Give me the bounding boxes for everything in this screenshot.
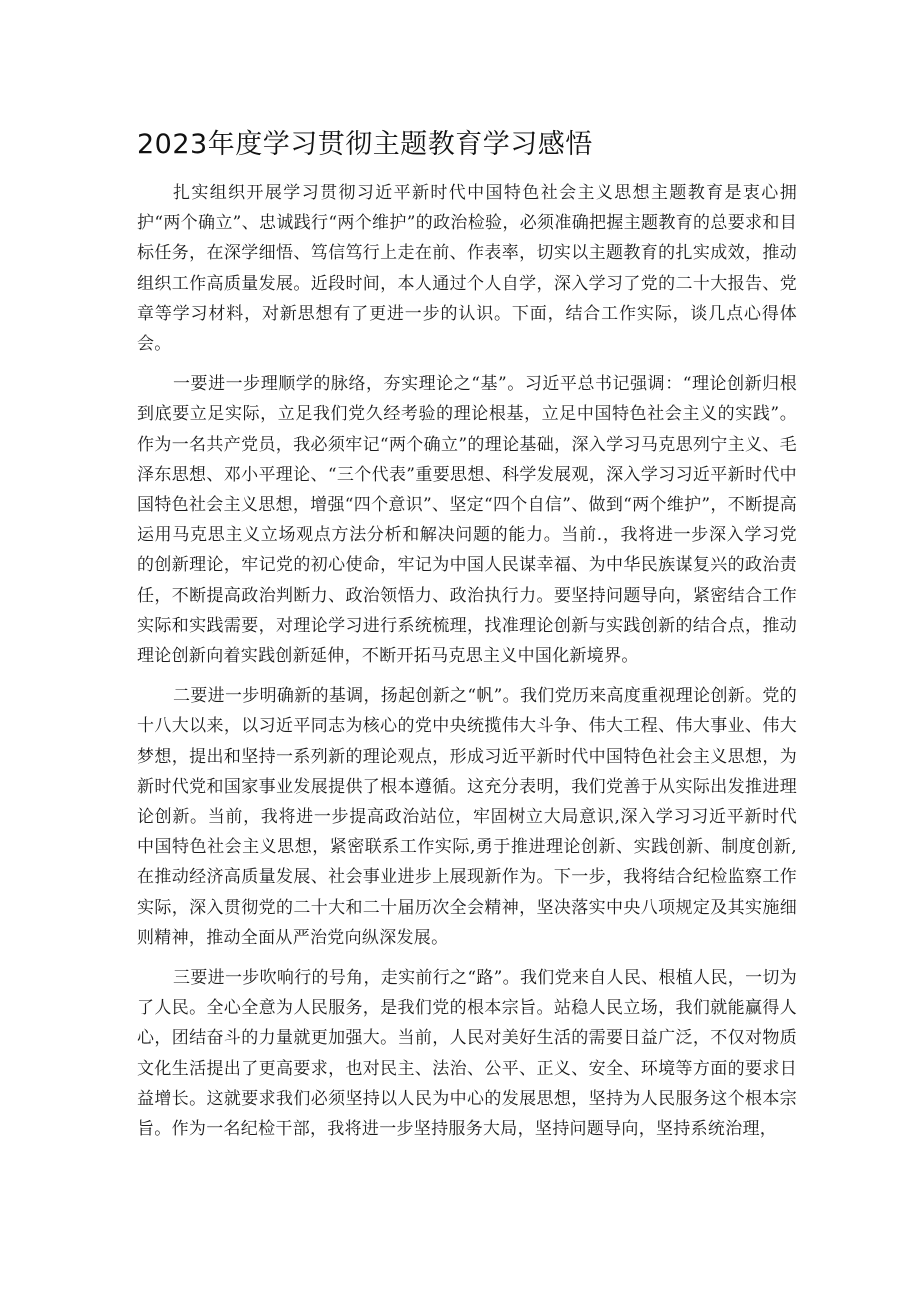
paragraph-point-one: 一要进一步理顺学的脉络，夯实理论之“基”。习近平总书记强调：“理论创新归根到底要立足实际，立足我们党久经考验的理论根基，立足中国特色社会主义的实践”。作为一名共产党员，我必须牢记“两个确立”的理论基础，深入学习马克思列宁主义、毛泽东思想、邓小平理论、“三个代表”重要思想、科学发展观，深入学习习近平新时代中国特色社会主义思想，增强“四个意识”、坚定“四个自信”、做到“两个维护”，不断提高运用马克思主义立场观点方法分析和解决问题的能力。当前.，我将进一步深入学习党的创新理论，牢记党的初心使命，牢记为中国人民谋幸福、为中华民族谋复兴的政治责任，不断提高政治判断力、政治领悟力、政治执行力。要坚持问题导向，紧密结合工作实际和实践需要，对理论学习进行系统梳理，找准理论创新与实践创新的结合点，推动理论创新向着实践创新延伸，不断开拓马克思主义中国化新境界。: [137, 374, 797, 667]
document-title: 2023年度学习贯彻主题教育学习感悟: [137, 129, 593, 160]
paragraph-point-three: 三要进一步吹响行的号角，走实前行之“路”。我们党来自人民、根植人民，一切为了人民。全心全意为人民服务，是我们党的根本宗旨。站稳人民立场，我们就能赢得人心，团结奋斗的力量就更加强大。当前，人民对美好生活的需要日益广泛，不仅对物质文化生活提出了更高要求，也对民主、法治、公平、正义、安全、环境等方面的要求日益增长。这就要求我们必须坚持以人民为中心的发展思想，坚持为人民服务这个根本宗旨。作为一名纪检干部，我将进一步坚持服务大局，坚持问题导向，坚持系统治理，: [137, 968, 797, 1140]
document-page: [137, 120, 797, 1154]
paragraph-intro: 扎实组织开展学习贯彻习近平新时代中国特色社会主义思想主题教育是衷心拥护“两个确立”、忠诚践行“两个维护”的政治检验，必须准确把握主题教育的总要求和目标任务，在深学细悟、笃信笃行上走在前、作表率，切实以主题教育的扎实成效，推动组织工作高质量发展。近段时间，本人通过个人自学，深入学习了党的二十大报告、党章等学习材料，对新思想有了更进一步的认识。下面，结合工作实际，谈几点心得体会。: [137, 183, 797, 355]
paragraph-point-two: 二要进一步明确新的基调，扬起创新之“帆”。我们党历来高度重视理论创新。党的十八大以来，以习近平同志为核心的党中央统揽伟大斗争、伟大工程、伟大事业、伟大梦想，提出和坚持一系列新的理论观点，形成习近平新时代中国特色社会主义思想，为新时代党和国家事业发展提供了根本遵循。这充分表明，我们党善于从实际出发推进理论创新。当前，我将进一步提高政治站位，牢固树立大局意识,深入学习习近平新时代中国特色社会主义思想，紧密联系工作实际,勇于推进理论创新、实践创新、制度创新,在推动经济高质量发展、社会事业进步上展现新作为。下一步，我将结合纪检监察工作实际，深入贯彻党的二十大和二十届历次全会精神，坚决落实中央八项规定及其实施细则精神，推动全面从严治党向纵深发展。: [137, 686, 797, 948]
